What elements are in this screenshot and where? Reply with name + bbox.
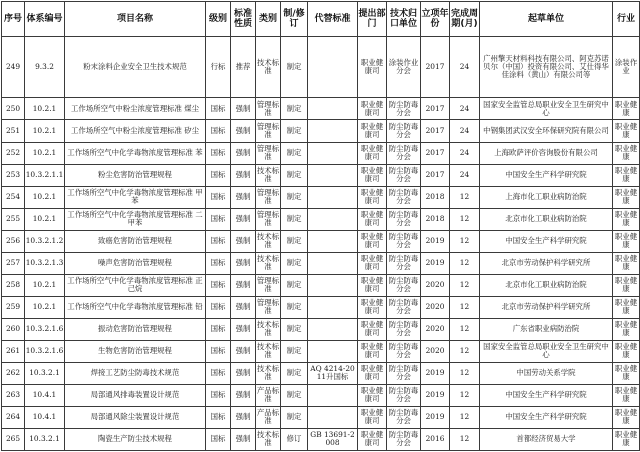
cell-name: 工作场所空气中化学毒物浓度管理标准 正己烷 (65, 274, 206, 296)
cell-tc: 防尘防毒分会 (387, 208, 421, 230)
cell-level: 国标 (206, 120, 231, 142)
table-row (2, 318, 640, 340)
cell-level: 国标 (206, 296, 231, 318)
cell-category: 管理标准 (256, 208, 281, 230)
cell-seq: 263 (2, 384, 25, 406)
cell-code: 10.2.1 (25, 120, 65, 142)
cell-name: 局部通风除尘装置设计规范 (65, 406, 206, 428)
cell-industry: 职业健康 (613, 186, 640, 208)
cell-cycle: 12 (450, 186, 480, 208)
cell-year: 2017 (421, 164, 450, 186)
cell-drafter: 中国安全生产科学研究院 (480, 406, 613, 428)
cell-seq: 259 (2, 296, 25, 318)
cell-year: 2017 (421, 142, 450, 164)
cell-year: 2017 (421, 37, 450, 98)
header-replace: 代替标准 (308, 2, 358, 37)
cell-year: 2019 (421, 252, 450, 274)
cell-industry: 职业健康 (613, 362, 640, 384)
cell-industry: 职业健康 (613, 406, 640, 428)
cell-industry: 职业健康 (613, 142, 640, 164)
cell-year: 2019 (421, 406, 450, 428)
cell-name: 陶瓷生产防尘技术规程 (65, 428, 206, 450)
cell-name: 局部通风排毒装置设计规范 (65, 384, 206, 406)
cell-name: 振动危害防治管理规程 (65, 318, 206, 340)
cell-code: 10.3.2.1 (25, 428, 65, 450)
cell-drafter: 北京市化工职业病防治院 (480, 274, 613, 296)
cell-year: 2018 (421, 186, 450, 208)
cell-revise: 制定 (281, 340, 308, 362)
cell-category: 管理标准 (256, 142, 281, 164)
table-row (2, 98, 640, 120)
cell-level: 国标 (206, 406, 231, 428)
cell-cycle: 12 (450, 208, 480, 230)
header-drafter: 起草单位 (480, 2, 613, 37)
cell-drafter: 国家安全监管总局职业安全卫生研究中心 (480, 98, 613, 120)
cell-code: 10.3.2.1.6 (25, 318, 65, 340)
cell-seq: 260 (2, 318, 25, 340)
cell-tc: 防尘防毒分会 (387, 252, 421, 274)
cell-level: 国标 (206, 318, 231, 340)
cell-year: 2018 (421, 208, 450, 230)
cell-nature: 强制 (231, 384, 256, 406)
cell-industry: 职业健康 (613, 208, 640, 230)
cell-drafter: 国家安全监管总局职业安全卫生研究中心 (480, 340, 613, 362)
cell-replace (308, 384, 358, 406)
cell-name: 工作场所空气中化学毒物浓度管理标准 二甲苯 (65, 208, 206, 230)
cell-cycle: 12 (450, 340, 480, 362)
cell-revise: 制定 (281, 252, 308, 274)
cell-name: 焊接工艺防尘防毒技术规范 (65, 362, 206, 384)
cell-drafter: 中国劳动关系学院 (480, 362, 613, 384)
cell-drafter: 中国安全生产科学研究院 (480, 164, 613, 186)
cell-dept: 职业健康司 (358, 252, 387, 274)
cell-category: 管理标准 (256, 296, 281, 318)
cell-revise: 制定 (281, 186, 308, 208)
table-row (2, 428, 640, 450)
cell-dept: 职业健康司 (358, 37, 387, 98)
cell-dept: 职业健康司 (358, 384, 387, 406)
cell-code: 10.3.2.1 (25, 362, 65, 384)
cell-tc: 防尘防毒分会 (387, 362, 421, 384)
cell-seq: 261 (2, 340, 25, 362)
cell-replace (308, 164, 358, 186)
cell-tc: 防尘防毒分会 (387, 384, 421, 406)
cell-replace (308, 208, 358, 230)
cell-nature: 强制 (231, 164, 256, 186)
cell-industry: 涂装作业 (613, 37, 640, 98)
cell-nature: 强制 (231, 142, 256, 164)
cell-revise: 制定 (281, 208, 308, 230)
cell-nature: 强制 (231, 406, 256, 428)
cell-replace (308, 120, 358, 142)
cell-tc: 防尘防毒分会 (387, 98, 421, 120)
cell-replace: GB 13691-2008 (308, 428, 358, 450)
cell-seq: 252 (2, 142, 25, 164)
cell-nature: 强制 (231, 230, 256, 252)
header-nature: 标准性质 (231, 2, 256, 37)
cell-industry: 职业健康 (613, 274, 640, 296)
cell-drafter: 上海市化工职业病防治院 (480, 186, 613, 208)
cell-seq: 249 (2, 37, 25, 98)
cell-seq: 258 (2, 274, 25, 296)
cell-dept: 职业健康司 (358, 230, 387, 252)
cell-replace (308, 142, 358, 164)
header-name: 项目名称 (65, 2, 206, 37)
cell-tc: 防尘防毒分会 (387, 164, 421, 186)
cell-nature: 强制 (231, 296, 256, 318)
cell-industry: 职业健康 (613, 252, 640, 274)
table-row (2, 186, 640, 208)
table-row (2, 230, 640, 252)
cell-cycle: 24 (450, 98, 480, 120)
cell-code: 10.3.2.1.6 (25, 340, 65, 362)
cell-revise: 制定 (281, 142, 308, 164)
table-row (2, 37, 640, 98)
cell-tc: 防尘防毒分会 (387, 274, 421, 296)
cell-category: 技术标准 (256, 428, 281, 450)
cell-year: 2020 (421, 340, 450, 362)
cell-replace (308, 296, 358, 318)
cell-name: 粉尘危害防治管理规程 (65, 164, 206, 186)
cell-tc: 防尘防毒分会 (387, 120, 421, 142)
cell-industry: 职业健康 (613, 340, 640, 362)
cell-name: 工作场所空气中化学毒物浓度管理标准 铅 (65, 296, 206, 318)
cell-industry: 职业健康 (613, 296, 640, 318)
table-row (2, 340, 640, 362)
cell-drafter: 中国安全生产科学研究院 (480, 384, 613, 406)
cell-revise: 制定 (281, 164, 308, 186)
table-row (2, 384, 640, 406)
cell-dept: 职业健康司 (358, 296, 387, 318)
cell-industry: 职业健康 (613, 428, 640, 450)
cell-revise: 制定 (281, 120, 308, 142)
cell-category: 管理标准 (256, 186, 281, 208)
cell-revise: 制定 (281, 362, 308, 384)
header-tc: 技术归口单位 (387, 2, 421, 37)
cell-cycle: 24 (450, 164, 480, 186)
cell-category: 技术标准 (256, 318, 281, 340)
cell-level: 国标 (206, 428, 231, 450)
cell-dept: 职业健康司 (358, 142, 387, 164)
cell-revise: 制定 (281, 37, 308, 98)
table-row (2, 274, 640, 296)
cell-level: 国标 (206, 230, 231, 252)
cell-category: 管理标准 (256, 120, 281, 142)
cell-level: 国标 (206, 208, 231, 230)
cell-dept: 职业健康司 (358, 208, 387, 230)
cell-seq: 253 (2, 164, 25, 186)
cell-name: 工作场所空气中化学毒物浓度管理标准 苯 (65, 142, 206, 164)
cell-nature: 强制 (231, 362, 256, 384)
cell-name: 噪声危害防治管理规程 (65, 252, 206, 274)
table-row (2, 120, 640, 142)
cell-tc: 涂装作业分会 (387, 37, 421, 98)
cell-level: 国标 (206, 274, 231, 296)
cell-year: 2016 (421, 428, 450, 450)
cell-industry: 职业健康 (613, 384, 640, 406)
cell-code: 10.4.1 (25, 406, 65, 428)
cell-code: 10.3.2.1.2 (25, 230, 65, 252)
cell-level: 国标 (206, 142, 231, 164)
table-row (2, 208, 640, 230)
cell-dept: 职业健康司 (358, 274, 387, 296)
cell-drafter: 中国安全生产科学研究院 (480, 230, 613, 252)
cell-cycle: 12 (450, 318, 480, 340)
cell-category: 管理标准 (256, 274, 281, 296)
cell-cycle: 12 (450, 296, 480, 318)
cell-tc: 防尘防毒分会 (387, 186, 421, 208)
cell-code: 10.3.2.1.1 (25, 164, 65, 186)
cell-revise: 制定 (281, 98, 308, 120)
cell-cycle: 12 (450, 362, 480, 384)
cell-year: 2020 (421, 318, 450, 340)
table-row (2, 164, 640, 186)
cell-category: 技术标准 (256, 340, 281, 362)
cell-revise: 制定 (281, 384, 308, 406)
cell-dept: 职业健康司 (358, 406, 387, 428)
cell-dept: 职业健康司 (358, 186, 387, 208)
cell-replace (308, 230, 358, 252)
cell-year: 2019 (421, 362, 450, 384)
cell-name: 工作场所空气中粉尘浓度管理标准 煤尘 (65, 98, 206, 120)
cell-industry: 职业健康 (613, 318, 640, 340)
cell-level: 国标 (206, 98, 231, 120)
cell-seq: 264 (2, 406, 25, 428)
cell-year: 2019 (421, 384, 450, 406)
cell-level: 国标 (206, 252, 231, 274)
cell-tc: 防尘防毒分会 (387, 230, 421, 252)
cell-seq: 255 (2, 208, 25, 230)
cell-replace (308, 37, 358, 98)
cell-revise: 制定 (281, 318, 308, 340)
header-level: 级别 (206, 2, 231, 37)
cell-name: 工作场所空气中化学毒物浓度管理标准 甲苯 (65, 186, 206, 208)
cell-name: 致癌危害防治管理规程 (65, 230, 206, 252)
cell-revise: 修订 (281, 428, 308, 450)
cell-year: 2017 (421, 98, 450, 120)
cell-dept: 职业健康司 (358, 362, 387, 384)
cell-category: 产品标准 (256, 384, 281, 406)
table-row (2, 296, 640, 318)
cell-category: 技术标准 (256, 164, 281, 186)
cell-level: 国标 (206, 164, 231, 186)
cell-dept: 职业健康司 (358, 120, 387, 142)
cell-industry: 职业健康 (613, 230, 640, 252)
cell-dept: 职业健康司 (358, 340, 387, 362)
cell-nature: 强制 (231, 208, 256, 230)
cell-category: 技术标准 (256, 230, 281, 252)
cell-level: 国标 (206, 362, 231, 384)
cell-drafter: 北京市劳动保护科学研究所 (480, 252, 613, 274)
cell-level: 国标 (206, 186, 231, 208)
cell-nature: 推荐 (231, 37, 256, 98)
cell-category: 技术标准 (256, 37, 281, 98)
cell-nature: 强制 (231, 120, 256, 142)
table-row (2, 362, 640, 384)
cell-code: 10.2.1 (25, 208, 65, 230)
cell-name: 工作场所空气中粉尘浓度管理标准 矽尘 (65, 120, 206, 142)
cell-cycle: 12 (450, 428, 480, 450)
cell-seq: 262 (2, 362, 25, 384)
cell-nature: 强制 (231, 428, 256, 450)
cell-replace (308, 340, 358, 362)
cell-replace (308, 318, 358, 340)
header-seq: 序号 (2, 2, 25, 37)
cell-code: 10.2.1 (25, 296, 65, 318)
cell-nature: 强制 (231, 340, 256, 362)
cell-tc: 防尘防毒分会 (387, 296, 421, 318)
header-category: 类别 (256, 2, 281, 37)
cell-cycle: 12 (450, 252, 480, 274)
cell-tc: 防尘防毒分会 (387, 340, 421, 362)
cell-seq: 256 (2, 230, 25, 252)
cell-level: 行标 (206, 37, 231, 98)
cell-year: 2019 (421, 230, 450, 252)
cell-tc: 防尘防毒分会 (387, 318, 421, 340)
cell-category: 技术标准 (256, 252, 281, 274)
cell-cycle: 24 (450, 37, 480, 98)
table-body (2, 37, 640, 451)
cell-cycle: 12 (450, 274, 480, 296)
cell-cycle: 12 (450, 230, 480, 252)
cell-name: 生物危害防治管理规程 (65, 340, 206, 362)
cell-code: 10.4.1 (25, 384, 65, 406)
cell-level: 国标 (206, 340, 231, 362)
header-cycle: 完成周期(月) (450, 2, 480, 37)
table-row (2, 252, 640, 274)
cell-tc: 防尘防毒分会 (387, 428, 421, 450)
header-dept: 提出部门 (358, 2, 387, 37)
cell-seq: 254 (2, 186, 25, 208)
cell-revise: 制定 (281, 296, 308, 318)
cell-code: 10.2.1 (25, 186, 65, 208)
cell-year: 2017 (421, 120, 450, 142)
cell-seq: 251 (2, 120, 25, 142)
cell-replace (308, 186, 358, 208)
cell-cycle: 24 (450, 142, 480, 164)
cell-seq: 265 (2, 428, 25, 450)
cell-category: 技术标准 (256, 362, 281, 384)
cell-replace (308, 98, 358, 120)
header-revise: 制/修订 (281, 2, 308, 37)
table-row (2, 142, 640, 164)
cell-replace: AQ 4214-2011升国标 (308, 362, 358, 384)
cell-nature: 强制 (231, 186, 256, 208)
cell-drafter: 首都经济贸易大学 (480, 428, 613, 450)
cell-category: 管理标准 (256, 98, 281, 120)
cell-industry: 职业健康 (613, 98, 640, 120)
cell-drafter: 北京市化工职业病防治院 (480, 208, 613, 230)
cell-drafter: 广东省职业病防治院 (480, 318, 613, 340)
cell-name: 粉末涂料企业安全卫生技术规范 (65, 37, 206, 98)
cell-category: 产品标准 (256, 406, 281, 428)
cell-year: 2020 (421, 274, 450, 296)
cell-industry: 职业健康 (613, 164, 640, 186)
cell-seq: 257 (2, 252, 25, 274)
cell-cycle: 12 (450, 406, 480, 428)
cell-dept: 职业健康司 (358, 98, 387, 120)
cell-level: 国标 (206, 384, 231, 406)
header-year: 立项年份 (421, 2, 450, 37)
header-industry: 行业 (613, 2, 640, 37)
cell-nature: 强制 (231, 318, 256, 340)
cell-nature: 强制 (231, 274, 256, 296)
cell-revise: 制定 (281, 406, 308, 428)
cell-drafter: 北京市劳动保护科学研究所 (480, 296, 613, 318)
cell-replace (308, 406, 358, 428)
standards-table (1, 1, 640, 451)
cell-dept: 职业健康司 (358, 164, 387, 186)
cell-replace (308, 252, 358, 274)
cell-dept: 职业健康司 (358, 428, 387, 450)
header-row (2, 2, 640, 37)
cell-year: 2020 (421, 296, 450, 318)
cell-nature: 强制 (231, 252, 256, 274)
cell-drafter: 上海欧萨评价咨询股份有限公司 (480, 142, 613, 164)
cell-code: 9.3.2 (25, 37, 65, 98)
cell-revise: 制定 (281, 274, 308, 296)
table-row (2, 406, 640, 428)
cell-revise: 制定 (281, 230, 308, 252)
cell-code: 10.2.1 (25, 274, 65, 296)
cell-seq: 250 (2, 98, 25, 120)
cell-replace (308, 274, 358, 296)
cell-nature: 强制 (231, 98, 256, 120)
cell-cycle: 24 (450, 120, 480, 142)
header-code: 体系编号 (25, 2, 65, 37)
cell-code: 10.3.2.1.3 (25, 252, 65, 274)
cell-tc: 防尘防毒分会 (387, 406, 421, 428)
cell-code: 10.2.1 (25, 98, 65, 120)
cell-dept: 职业健康司 (358, 318, 387, 340)
cell-industry: 职业健康 (613, 120, 640, 142)
cell-cycle: 12 (450, 384, 480, 406)
cell-tc: 防尘防毒分会 (387, 142, 421, 164)
cell-drafter: 中钢集团武汉安全环保研究院有限公司 (480, 120, 613, 142)
cell-code: 10.2.1 (25, 142, 65, 164)
cell-drafter: 广州擎天材料科技有限公司、阿克苏诺贝尔（中国）投资有限公司、艾仕得华佳涂料（黄山）有限公司等 (480, 37, 613, 98)
